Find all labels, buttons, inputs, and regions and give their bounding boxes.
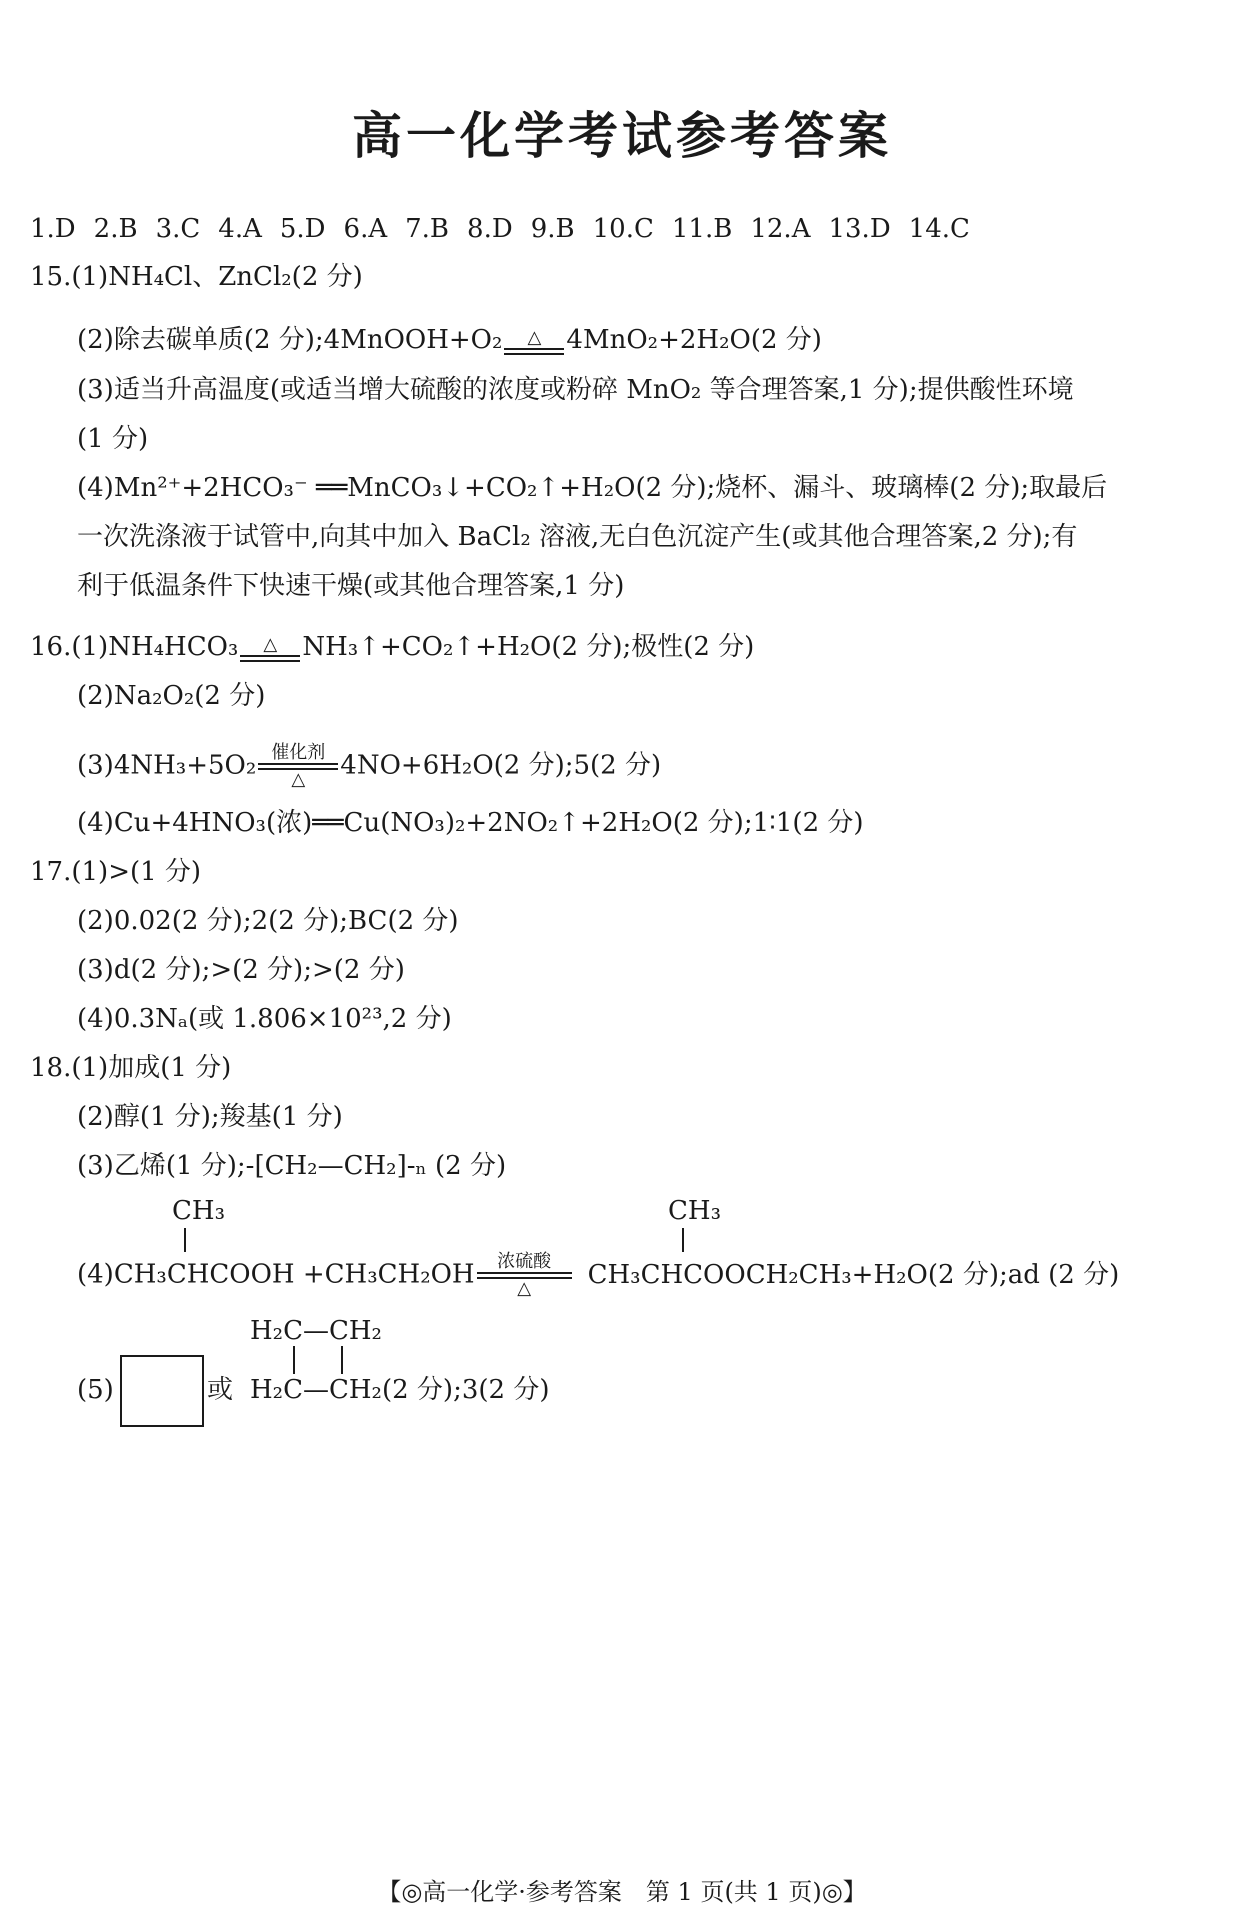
q15-part4-line2: 一次洗涤液于试管中,向其中加入 BaCl₂ 溶液,无白色沉淀产生(或其他合理答案,2 分);有 (77, 522, 1078, 552)
mcq-answer: 8.D (467, 214, 513, 244)
heat-equals-sign: △ (240, 635, 300, 662)
mcq-answer: 7.B (405, 214, 450, 244)
q15-part4-line3: 利于低温条件下快速干燥(或其他合理答案,1 分) (77, 571, 625, 601)
heat-equals-sign: △ (504, 328, 564, 355)
q16-part1: 16.(1)NH₄HCO₃ △ NH₃↑+CO₂↑+H₂O(2 分);极性(2 分) (30, 632, 755, 662)
q17-part4: (4)0.3Nₐ(或 1.806×10²³,2 分) (77, 1004, 452, 1034)
q15-part4-line1: (4)Mn²⁺+2HCO₃⁻ ══MnCO₃↓+CO₂↑+H₂O(2 分);烧杯、漏斗、玻璃棒(2 分);取最后 (77, 473, 1108, 503)
q15-part2: (2)除去碳单质(2 分);4MnOOH+O₂ △ 4MnO₂+2H₂O(2 分) (77, 325, 822, 355)
bond-line (184, 1228, 186, 1252)
ring-bond-right (341, 1346, 343, 1374)
mcq-answer: 13.D (828, 214, 891, 244)
q18-part5-answer: H₂C—CH₂(2 分);3(2 分) (250, 1375, 550, 1405)
methyl-branch-2: CH₃ (668, 1196, 721, 1226)
q18-part1: 18.(1)加成(1 分) (30, 1053, 232, 1083)
mcq-answer: 14.C (908, 214, 970, 244)
bond-line (682, 1228, 684, 1252)
page-footer: 【◎高一化学·参考答案 第 1 页(共 1 页)◎】 (377, 1878, 867, 1906)
methyl-branch-1: CH₃ (172, 1196, 225, 1226)
q18-part5-label: (5) (77, 1375, 114, 1405)
q18-part4: (4)CH₃CHCOOH +CH₃CH₂OH 浓硫酸 △ CH₃CHCOOCH₂CH₃+H₂O(2 分);ad (2 分) (77, 1251, 1120, 1299)
ring-bond-left (293, 1346, 295, 1374)
q16-part4: (4)Cu+4HNO₃(浓)══Cu(NO₃)₂+2NO₂↑+2H₂O(2 分);1∶1(2 分) (77, 808, 864, 838)
q15-part3-line1: (3)适当升高温度(或适当增大硫酸的浓度或粉碎 MnO₂ 等合理答案,1 分);提供酸性环境 (77, 375, 1074, 405)
mcq-answer: 3.C (155, 214, 201, 244)
q15-part1: 15.(1)NH₄Cl、ZnCl₂(2 分) (30, 262, 363, 292)
q17-part3: (3)d(2 分);>(2 分);>(2 分) (77, 955, 405, 985)
mcq-answer: 6.A (343, 214, 388, 244)
mcq-answers (30, 214, 988, 244)
mcq-answer: 4.A (218, 214, 262, 244)
mcq-answer: 10.C (592, 214, 654, 244)
mcq-answer: 2.B (93, 214, 138, 244)
q16-part3: (3)4NH₃+5O₂ 催化剂 △ 4NO+6H₂O(2 分);5(2 分) (77, 742, 662, 790)
square-structure (120, 1355, 204, 1427)
q17-part2: (2)0.02(2 分);2(2 分);BC(2 分) (77, 906, 459, 936)
mcq-answer: 1.D (30, 214, 76, 244)
mcq-answer: 5.D (279, 214, 326, 244)
cyclobutane-top: H₂C—CH₂ (250, 1316, 382, 1346)
q18-part3: (3)乙烯(1 分);-[CH₂—CH₂]-ₙ (2 分) (77, 1151, 507, 1181)
mcq-answer: 9.B (530, 214, 575, 244)
q17-part1: 17.(1)>(1 分) (30, 857, 202, 887)
page-title: 高一化学考试参考答案 (352, 107, 892, 165)
q18-part5-or: 或 (207, 1375, 234, 1405)
catalyst-equals-sign: 催化剂 △ (258, 743, 338, 790)
mcq-answer: 11.B (671, 214, 733, 244)
mcq-answer: 12.A (750, 214, 811, 244)
q16-part2: (2)Na₂O₂(2 分) (77, 681, 266, 711)
q15-part3-line2: (1 分) (77, 424, 149, 454)
q18-part2: (2)醇(1 分);羧基(1 分) (77, 1102, 343, 1132)
reversible-arrow: 浓硫酸 △ (477, 1252, 572, 1299)
